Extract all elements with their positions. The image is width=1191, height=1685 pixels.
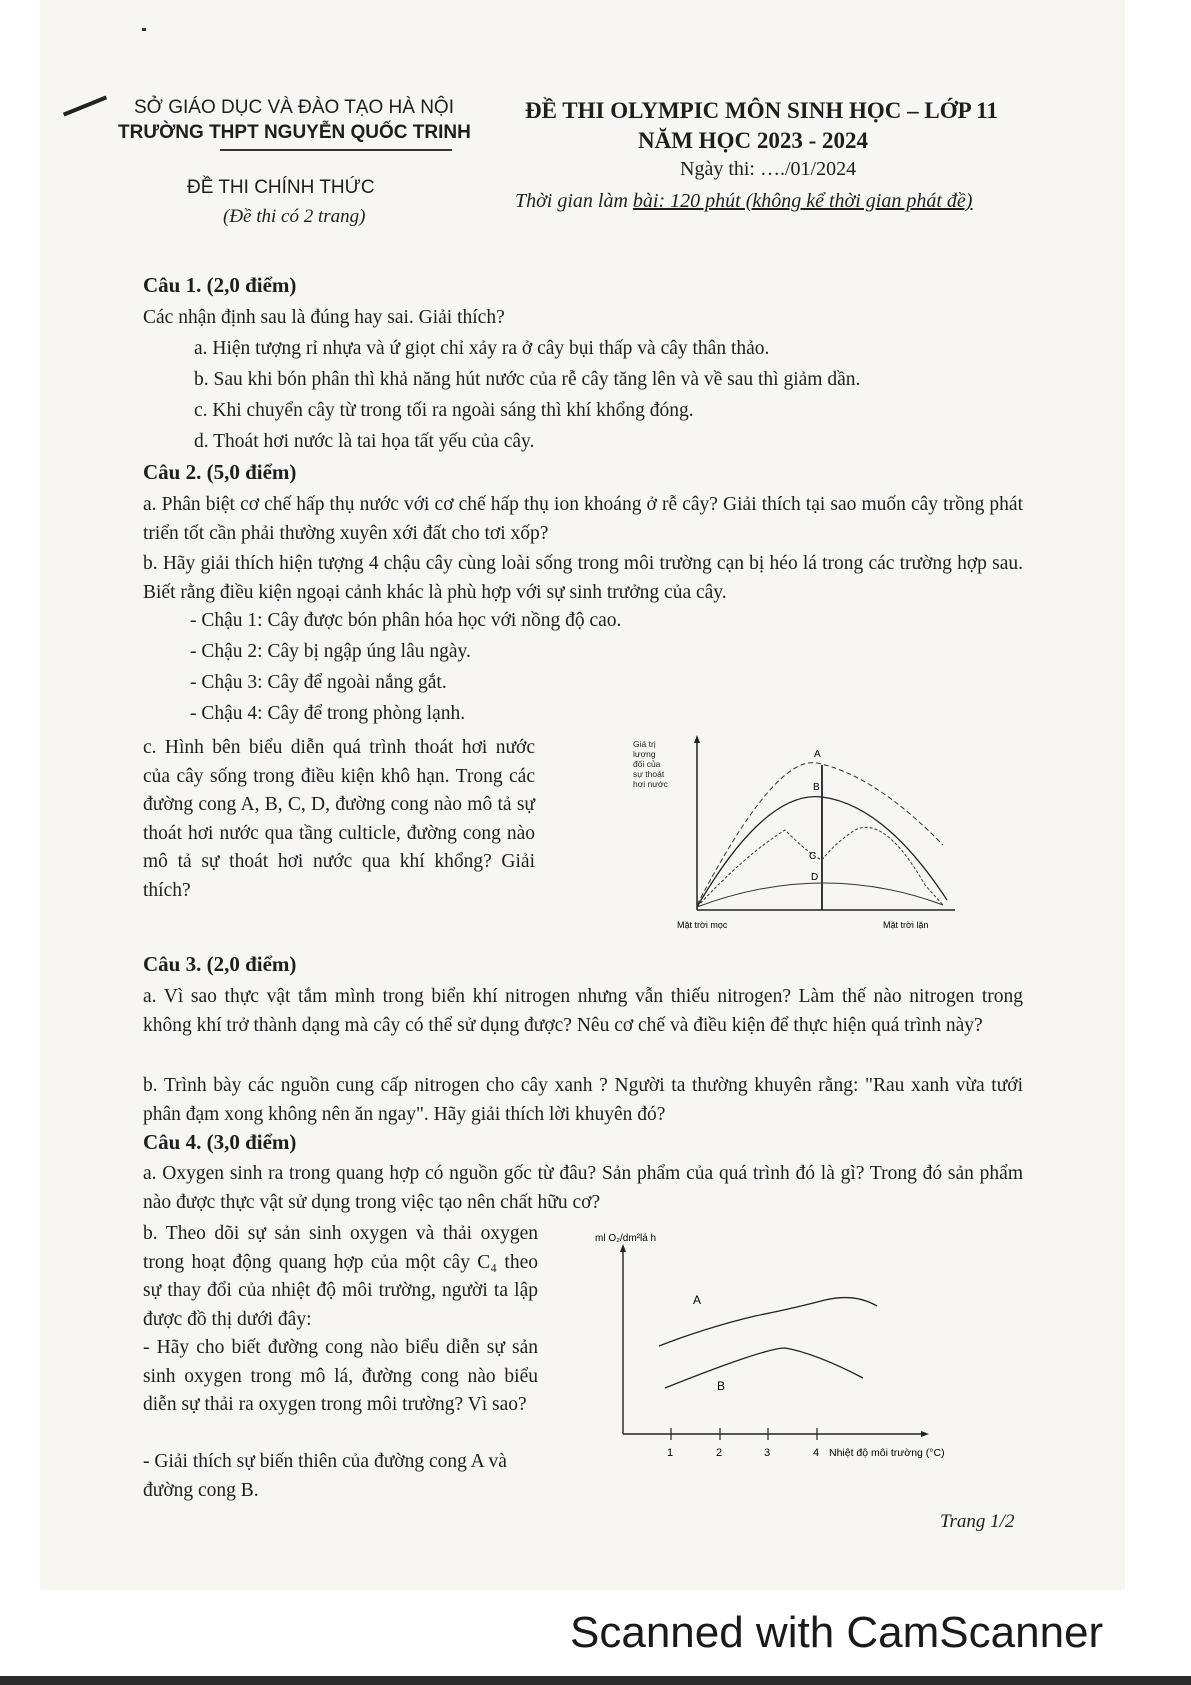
- q1-item-d: d. Thoát hơi nước là tai họa tất yếu của cây.: [194, 431, 535, 452]
- q1-item-c: c. Khi chuyển cây từ trong tối ra ngoài sáng thì khí khổng đóng.: [194, 400, 694, 421]
- pages-note: (Đề thi có 2 trang): [223, 206, 366, 227]
- q4-title: Câu 4. (3,0 điểm): [143, 1130, 297, 1154]
- curve-d-label: D: [811, 872, 819, 883]
- fig1-xstart: Mặt trời mọc: [677, 920, 728, 930]
- scan-bottom-bar: [0, 1676, 1191, 1685]
- exam-duration: Thời gian làm bài: 120 phút (không kể thời gian phát đề): [515, 190, 973, 212]
- official-label: ĐỀ THI CHÍNH THỨC: [187, 177, 375, 198]
- q3-title: Câu 3. (2,0 điểm): [143, 952, 297, 976]
- curve-c-label: C: [809, 851, 817, 862]
- fig2-ylabel: ml O₂/dm²lá h: [595, 1233, 657, 1244]
- page-number: Trang 1/2: [940, 1511, 1015, 1532]
- q2-pot-2: - Chậu 2: Cây bị ngập úng lâu ngày.: [190, 641, 471, 662]
- q1-item-b: b. Sau khi bón phân thì khả năng hút nước của rễ cây tăng lên và về sau thì giảm dần.: [194, 369, 861, 390]
- o2-curve-b: [665, 1348, 863, 1388]
- o2-curve-a-label: A: [693, 1293, 702, 1307]
- q2-part-a: a. Phân biệt cơ chế hấp thụ nước với cơ chế hấp thụ ion khoáng ở rễ cây? Giải thích tại sao muốn cây trồng phát triển tốt cần phải thường xuyên xới đất cho tơi xốp?: [143, 494, 1023, 544]
- school-underline: [220, 149, 452, 151]
- q2-pot-4: - Chậu 4: Cây để trong phòng lạnh.: [190, 703, 466, 724]
- q1-intro: Các nhận định sau là đúng hay sai. Giải thích?: [143, 307, 505, 328]
- q4-part-a: a. Oxygen sinh ra trong quang hợp có nguồn gốc từ đâu? Sản phẩm của quá trình đó là gì? Trong đó sản phẩm nào được thực vật sử dụng trong việc tạo nên chất hữu cơ?: [143, 1163, 1023, 1213]
- fig1-y-arrow: [694, 735, 700, 743]
- curve-b-label: B: [813, 782, 820, 793]
- curve-d: [697, 883, 943, 907]
- fig2-y-arrow: [620, 1244, 626, 1252]
- q4-part-b: b. Theo dõi sự sản sinh oxygen và thải oxygen trong hoạt động quang hợp của một cây C₄ theo sự thay đổi của nhiệt độ môi trường, người ta lập được đồ thị dưới đây:: [143, 1223, 538, 1330]
- fig2-tick-2: 2: [716, 1447, 723, 1459]
- o2-curve-a: [659, 1298, 877, 1346]
- fig1-ylabel-line-3: đối của: [633, 759, 661, 769]
- q1-item-a: a. Hiện tượng rỉ nhựa và ứ giọt chỉ xảy ra ở cây bụi thấp và cây thân thảo.: [194, 338, 770, 359]
- fig1-ylabel-line-4: sự thoát: [633, 769, 665, 779]
- q3-part-a: a. Vì sao thực vật tắm mình trong biển khí nitrogen nhưng vẫn thiếu nitrogen? Làm thế nào nitrogen trong không khí trở thành dạng mà cây có thể sử dụng được? Nêu cơ chế và điều kiện để thực hiện quá trình này?: [143, 986, 1023, 1036]
- curve-a: [697, 763, 943, 905]
- fig2-xlabel: Nhiệt độ môi trường (°C): [829, 1447, 945, 1459]
- q4-part-b1: - Hãy cho biết đường cong nào biểu diễn sự sản sinh oxygen trong mô lá, đường cong nào biểu diễn sự thải ra oxygen trong môi trường? Vì sao?: [143, 1337, 538, 1415]
- fig1-xend: Mặt trời lặn: [883, 920, 929, 930]
- fig2-tick-4: 4: [813, 1447, 820, 1459]
- q4-part-b2: - Giải thích sự biến thiên của đường cong A và đường cong B.: [143, 1451, 507, 1501]
- exam-year: NĂM HỌC 2023 - 2024: [638, 128, 868, 153]
- fig1-ylabel: [633, 739, 669, 789]
- fig1-ylabel-line-5: hơi nước: [633, 779, 668, 789]
- dept-name: SỞ GIÁO DỤC VÀ ĐÀO TẠO HÀ NỘI: [134, 97, 454, 118]
- oxygen-figure: [585, 1228, 1015, 1468]
- q3-part-b: b. Trình bày các nguồn cung cấp nitrogen cho cây xanh ? Người ta thường khuyên rằng: "Rau xanh vừa tưới phân đạm xong không nên ăn ngay". Hãy giải thích lời khuyên đó?: [143, 1075, 1023, 1125]
- o2-curve-b-label: B: [717, 1379, 726, 1393]
- q1-title: Câu 1. (2,0 điểm): [143, 273, 297, 297]
- exam-title: ĐỀ THI OLYMPIC MÔN SINH HỌC – LỚP 11: [525, 98, 998, 123]
- scan-speck: [142, 28, 146, 31]
- q2-title: Câu 2. (5,0 điểm): [143, 460, 297, 484]
- transpiration-figure: [625, 735, 965, 935]
- curve-a-label: A: [814, 749, 821, 760]
- q2-pot-1: - Chậu 1: Cây được bón phân hóa học với nồng độ cao.: [190, 610, 622, 631]
- q2-pot-3: - Chậu 3: Cây để ngoài nắng gắt.: [190, 672, 447, 693]
- fig2-x-arrow: [921, 1431, 929, 1437]
- fig2-tick-3: 3: [764, 1447, 771, 1459]
- q2-part-c: c. Hình bên biểu diễn quá trình thoát hơi nước của cây sống trong điều kiện khô hạn. Trong các đường cong A, B, C, D, đường cong nào mô tả sự thoát hơi nước qua tầng culticle, đường cong nào mô tả sự thoát hơi nước qua khí khổng? Giải thích?: [143, 737, 535, 901]
- school-name: TRƯỜNG THPT NGUYỄN QUỐC TRINH: [118, 122, 471, 143]
- fig2-tick-1: 1: [667, 1447, 674, 1459]
- fig1-ylabel-line-2: lượng: [633, 749, 656, 759]
- exam-date: Ngày thi: …./01/2024: [680, 158, 857, 180]
- q2-part-b: b. Hãy giải thích hiện tượng 4 chậu cây cùng loài sống trong môi trường cạn bị héo lá trong các trường hợp sau. Biết rằng điều kiện ngoại cảnh khác là phù hợp với sự sinh trưởng của cây.: [143, 553, 1023, 603]
- camscanner-watermark: Scanned with CamScanner: [570, 1608, 1104, 1657]
- fig1-ylabel-line-1: Giá trị: [633, 739, 656, 749]
